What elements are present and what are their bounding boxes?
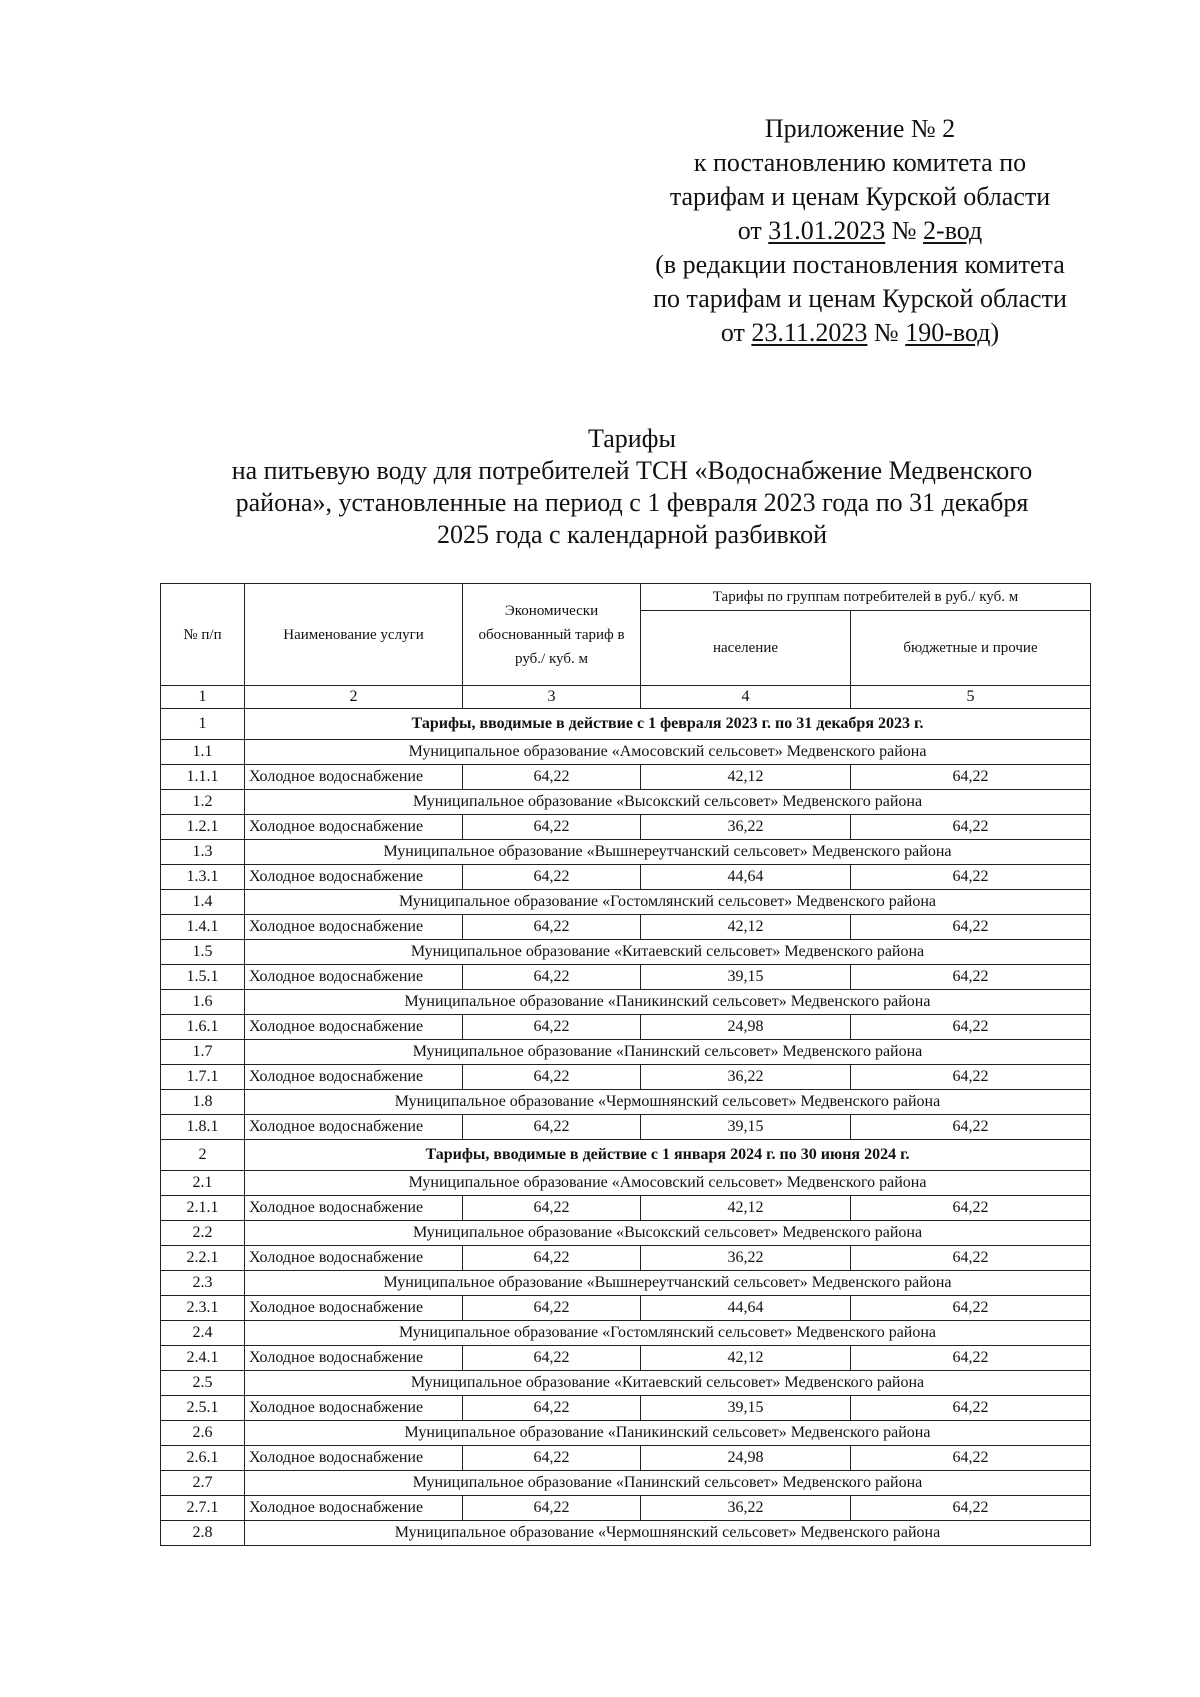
municipality-row (161, 940, 1091, 965)
budget-tariff-value: 64,22 (851, 1015, 1091, 1040)
population-tariff-value: 39,15 (641, 1115, 851, 1140)
tariff-row (161, 765, 1091, 790)
municipality-name: Муниципальное образование «Паникинский сельсовет» Медвенского района (245, 990, 1091, 1015)
municipality-name: Муниципальное образование «Гостомлянский сельсовет» Медвенского района (245, 890, 1091, 915)
service-name: Холодное водоснабжение (245, 965, 463, 990)
budget-tariff-value: 64,22 (851, 1115, 1091, 1140)
municipality-name: Муниципальное образование «Китаевский сельсовет» Медвенского района (245, 940, 1091, 965)
municipality-number: 1.2 (161, 790, 245, 815)
tariff-row-number: 2.2.1 (161, 1246, 245, 1271)
tariff-row (161, 1496, 1091, 1521)
population-tariff-value: 44,64 (641, 865, 851, 890)
tariff-row (161, 1246, 1091, 1271)
municipality-name: Муниципальное образование «Паникинский сельсовет» Медвенского района (245, 1421, 1091, 1446)
econ-tariff-value: 64,22 (463, 1246, 641, 1271)
econ-tariff-value: 64,22 (463, 1115, 641, 1140)
tariff-row-number: 1.5.1 (161, 965, 245, 990)
header-consumer-groups: Тарифы по группам потребителей в руб./ куб. м (641, 584, 1091, 611)
municipality-number: 1.7 (161, 1040, 245, 1065)
title-line-1: Тарифы (587, 424, 676, 453)
period-row (161, 1140, 1091, 1171)
econ-tariff-value: 64,22 (463, 1346, 641, 1371)
econ-tariff-value: 64,22 (463, 1496, 641, 1521)
header-service: Наименование услуги (245, 584, 463, 686)
population-tariff-value: 36,22 (641, 1246, 851, 1271)
column-numbers-row (161, 686, 1091, 709)
municipality-name: Муниципальное образование «Высокский сельсовет» Медвенского района (245, 1221, 1091, 1246)
tariff-row-number: 2.5.1 (161, 1396, 245, 1421)
header-num: № п/п (161, 584, 245, 686)
tariff-row (161, 815, 1091, 840)
econ-tariff-value: 64,22 (463, 965, 641, 990)
tariff-row (161, 1196, 1091, 1221)
column-number: 4 (641, 686, 851, 709)
municipality-row (161, 1171, 1091, 1196)
title-line-2: на питьевую воду для потребителей ТСН «Водоснабжение Медвенского (231, 456, 1033, 485)
population-tariff-value: 42,12 (641, 915, 851, 940)
municipality-name: Муниципальное образование «Чермошнянский сельсовет» Медвенского района (245, 1521, 1091, 1546)
municipality-number: 1.6 (161, 990, 245, 1015)
title-line-3: района», установленные на период с 1 февраля 2023 года по 31 декабря (235, 488, 1029, 517)
period-title: Тарифы, вводимые в действие с 1 января 2024 г. по 30 июня 2024 г. (245, 1140, 1091, 1171)
municipality-row (161, 840, 1091, 865)
municipality-number: 1.8 (161, 1090, 245, 1115)
population-tariff-value: 36,22 (641, 1065, 851, 1090)
service-name: Холодное водоснабжение (245, 1246, 463, 1271)
tariff-row (161, 1115, 1091, 1140)
municipality-number: 2.3 (161, 1271, 245, 1296)
budget-tariff-value: 64,22 (851, 1346, 1091, 1371)
service-name: Холодное водоснабжение (245, 1446, 463, 1471)
econ-tariff-value: 64,22 (463, 1015, 641, 1040)
revision-date: 23.11.2023 (751, 318, 868, 347)
population-tariff-value: 44,64 (641, 1296, 851, 1321)
service-name: Холодное водоснабжение (245, 765, 463, 790)
municipality-name: Муниципальное образование «Панинский сельсовет» Медвенского района (245, 1040, 1091, 1065)
budget-tariff-value: 64,22 (851, 915, 1091, 940)
column-number: 3 (463, 686, 641, 709)
service-name: Холодное водоснабжение (245, 1346, 463, 1371)
revision-close-paren: ) (990, 318, 1000, 347)
municipality-number: 2.2 (161, 1221, 245, 1246)
municipality-row (161, 1090, 1091, 1115)
appendix-line-1: Приложение № 2 (764, 114, 956, 143)
tariff-row (161, 1446, 1091, 1471)
population-tariff-value: 36,22 (641, 1496, 851, 1521)
population-tariff-value: 24,98 (641, 1015, 851, 1040)
municipality-name: Муниципальное образование «Амосовский сельсовет» Медвенского района (245, 1171, 1091, 1196)
service-name: Холодное водоснабжение (245, 1065, 463, 1090)
period-number: 2 (161, 1140, 245, 1171)
municipality-number: 2.6 (161, 1421, 245, 1446)
municipality-name: Муниципальное образование «Гостомлянский сельсовет» Медвенского района (245, 1321, 1091, 1346)
appendix-line-7 (600, 316, 1120, 350)
municipality-row (161, 740, 1091, 765)
tariff-row-number: 2.3.1 (161, 1296, 245, 1321)
econ-tariff-value: 64,22 (463, 865, 641, 890)
municipality-number: 2.1 (161, 1171, 245, 1196)
municipality-name: Муниципальное образование «Китаевский сельсовет» Медвенского района (245, 1371, 1091, 1396)
budget-tariff-value: 64,22 (851, 815, 1091, 840)
tariff-row-number: 1.6.1 (161, 1015, 245, 1040)
population-tariff-value: 42,12 (641, 1196, 851, 1221)
service-name: Холодное водоснабжение (245, 865, 463, 890)
municipality-row (161, 1521, 1091, 1546)
municipality-row (161, 990, 1091, 1015)
tariff-row (161, 1015, 1091, 1040)
municipality-number: 1.4 (161, 890, 245, 915)
service-name: Холодное водоснабжение (245, 815, 463, 840)
municipality-name: Муниципальное образование «Панинский сельсовет» Медвенского района (245, 1471, 1091, 1496)
appendix-line-3: тарифам и ценам Курской области (669, 182, 1051, 211)
population-tariff-value: 39,15 (641, 965, 851, 990)
econ-tariff-value: 64,22 (463, 1296, 641, 1321)
budget-tariff-value: 64,22 (851, 1396, 1091, 1421)
appendix-line-6: по тарифам и ценам Курской области (653, 284, 1067, 313)
municipality-number: 1.3 (161, 840, 245, 865)
number-sign: № (885, 216, 924, 245)
population-tariff-value: 24,98 (641, 1446, 851, 1471)
municipality-number: 2.4 (161, 1321, 245, 1346)
budget-tariff-value: 64,22 (851, 1496, 1091, 1521)
municipality-name: Муниципальное образование «Вышнереутчанский сельсовет» Медвенского района (245, 1271, 1091, 1296)
econ-tariff-value: 64,22 (463, 915, 641, 940)
header-econ-tariff: Экономически обоснованный тариф в руб./ куб. м (463, 584, 641, 686)
revision-number-sign: № (867, 318, 906, 347)
municipality-name: Муниципальное образование «Чермошнянский сельсовет» Медвенского района (245, 1090, 1091, 1115)
budget-tariff-value: 64,22 (851, 1246, 1091, 1271)
econ-tariff-value: 64,22 (463, 1446, 641, 1471)
appendix-from-label: от (737, 216, 769, 245)
municipality-name: Муниципальное образование «Вышнереутчанский сельсовет» Медвенского района (245, 840, 1091, 865)
service-name: Холодное водоснабжение (245, 1396, 463, 1421)
decree-date: 31.01.2023 (768, 216, 886, 245)
population-tariff-value: 42,12 (641, 765, 851, 790)
tariff-row-number: 2.4.1 (161, 1346, 245, 1371)
decree-number: 2-вод (923, 216, 983, 245)
tariff-row-number: 1.1.1 (161, 765, 245, 790)
tariff-row (161, 965, 1091, 990)
tariff-row-number: 2.6.1 (161, 1446, 245, 1471)
period-title: Тарифы, вводимые в действие с 1 февраля 2023 г. по 31 декабря 2023 г. (245, 709, 1091, 740)
municipality-row (161, 1321, 1091, 1346)
appendix-line-5: (в редакции постановления комитета (655, 250, 1065, 279)
municipality-row (161, 1040, 1091, 1065)
tariff-row (161, 865, 1091, 890)
municipality-number: 2.5 (161, 1371, 245, 1396)
municipality-number: 2.7 (161, 1471, 245, 1496)
tariff-row-number: 2.7.1 (161, 1496, 245, 1521)
title-line-4: 2025 года с календарной разбивкой (436, 520, 828, 549)
municipality-number: 1.5 (161, 940, 245, 965)
population-tariff-value: 39,15 (641, 1396, 851, 1421)
tariff-row (161, 1346, 1091, 1371)
municipality-row (161, 790, 1091, 815)
population-tariff-value: 36,22 (641, 815, 851, 840)
municipality-row (161, 1271, 1091, 1296)
document-title (150, 423, 1114, 551)
budget-tariff-value: 64,22 (851, 1196, 1091, 1221)
tariff-row (161, 915, 1091, 940)
period-row (161, 709, 1091, 740)
period-number: 1 (161, 709, 245, 740)
econ-tariff-value: 64,22 (463, 1065, 641, 1090)
tariff-row-number: 1.8.1 (161, 1115, 245, 1140)
econ-tariff-value: 64,22 (463, 1396, 641, 1421)
tariff-row-number: 2.1.1 (161, 1196, 245, 1221)
tariff-row (161, 1296, 1091, 1321)
revision-from-label: от (720, 318, 752, 347)
budget-tariff-value: 64,22 (851, 1065, 1091, 1090)
municipality-number: 1.1 (161, 740, 245, 765)
table-header-row (161, 584, 1091, 611)
tariffs-table (160, 583, 1091, 1546)
econ-tariff-value: 64,22 (463, 765, 641, 790)
service-name: Холодное водоснабжение (245, 915, 463, 940)
budget-tariff-value: 64,22 (851, 1296, 1091, 1321)
column-number: 2 (245, 686, 463, 709)
municipality-row (161, 890, 1091, 915)
service-name: Холодное водоснабжение (245, 1015, 463, 1040)
header-population: население (641, 611, 851, 686)
population-tariff-value: 42,12 (641, 1346, 851, 1371)
budget-tariff-value: 64,22 (851, 1446, 1091, 1471)
municipality-row (161, 1221, 1091, 1246)
service-name: Холодное водоснабжение (245, 1115, 463, 1140)
budget-tariff-value: 64,22 (851, 965, 1091, 990)
municipality-name: Муниципальное образование «Амосовский сельсовет» Медвенского района (245, 740, 1091, 765)
service-name: Холодное водоснабжение (245, 1496, 463, 1521)
header-budget: бюджетные и прочие (851, 611, 1091, 686)
tariff-row-number: 1.4.1 (161, 915, 245, 940)
tariff-row-number: 1.2.1 (161, 815, 245, 840)
appendix-header (600, 112, 1120, 350)
column-number: 5 (851, 686, 1091, 709)
column-number: 1 (161, 686, 245, 709)
econ-tariff-value: 64,22 (463, 1196, 641, 1221)
tariff-row-number: 1.7.1 (161, 1065, 245, 1090)
appendix-line-4 (600, 214, 1120, 248)
municipality-row (161, 1471, 1091, 1496)
revision-number: 190-вод (905, 318, 991, 347)
municipality-name: Муниципальное образование «Высокский сельсовет» Медвенского района (245, 790, 1091, 815)
budget-tariff-value: 64,22 (851, 765, 1091, 790)
service-name: Холодное водоснабжение (245, 1296, 463, 1321)
municipality-row (161, 1371, 1091, 1396)
municipality-number: 2.8 (161, 1521, 245, 1546)
municipality-row (161, 1421, 1091, 1446)
service-name: Холодное водоснабжение (245, 1196, 463, 1221)
appendix-line-2: к постановлению комитета по (693, 148, 1027, 177)
econ-tariff-value: 64,22 (463, 815, 641, 840)
tariff-row (161, 1396, 1091, 1421)
tariff-row (161, 1065, 1091, 1090)
tariff-row-number: 1.3.1 (161, 865, 245, 890)
budget-tariff-value: 64,22 (851, 865, 1091, 890)
